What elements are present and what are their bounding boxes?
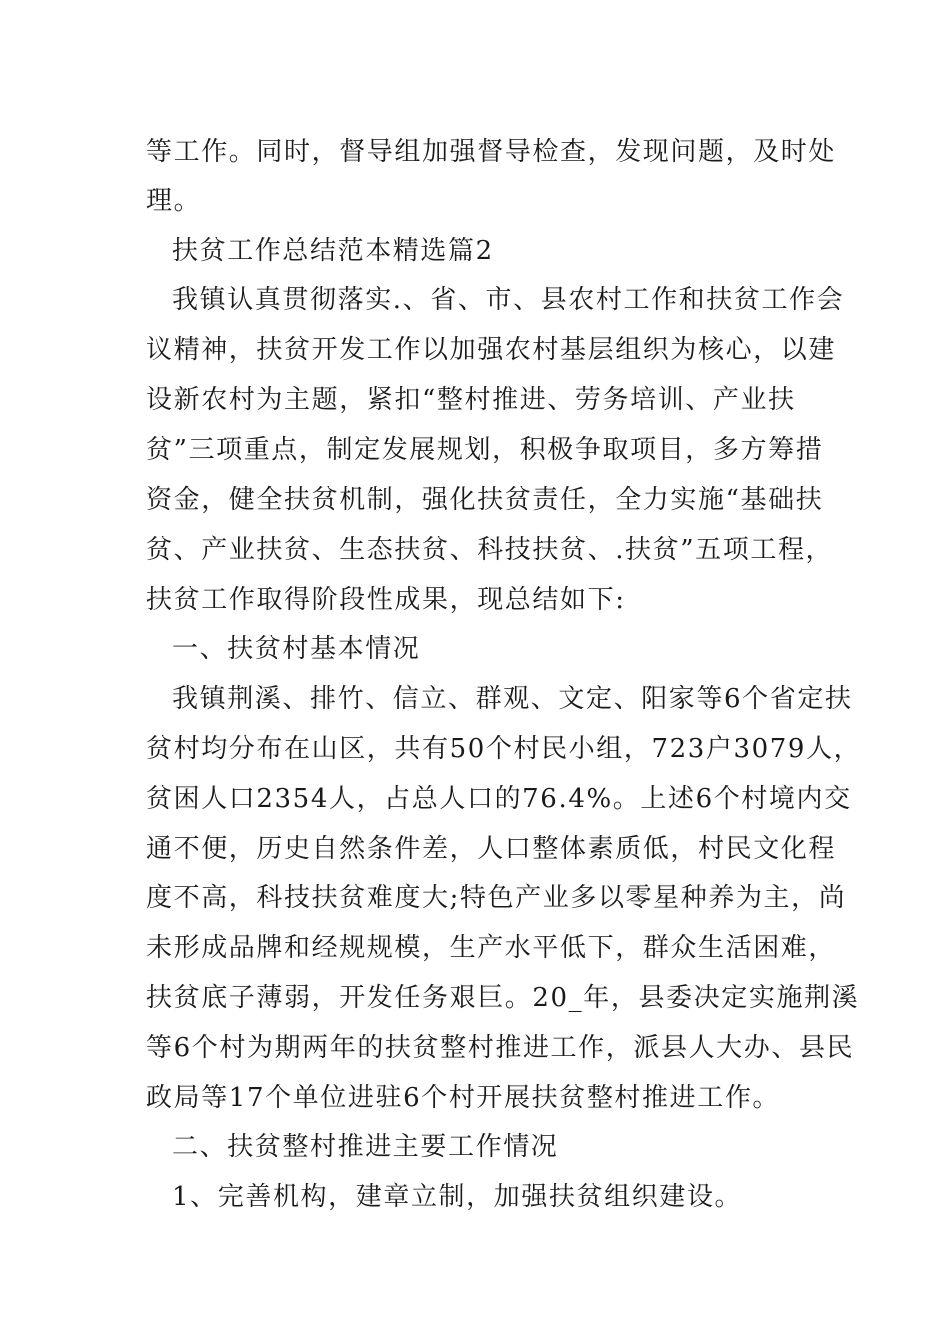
paragraph-line: 设新农村为主题，紧扣“整村推进、劳务培训、产业扶 [146,385,796,415]
paragraph-line: 贫村均分布在山区，共有50个村民小组，723户3079人， [146,734,862,764]
section-heading: 二、扶贫整村推进主要工作情况 [172,1132,559,1162]
paragraph-line: 议精神，扶贫开发工作以加强农村基层组织为核心，以建 [146,335,837,365]
subsection-heading: 1、完善机构，建章立制，加强扶贫组织建设。 [172,1182,743,1212]
paragraph-line: 我镇荆溪、排竹、信立、群观、文定、阳家等6个省定扶 [172,684,853,714]
section-title: 扶贫工作总结范本精选篇2 [172,236,494,266]
paragraph-line: 扶贫工作取得阶段性成果，现总结如下: [146,585,626,615]
paragraph-line: 贫、产业扶贫、生态扶贫、科技扶贫、.扶贫”五项工程， [146,535,834,565]
section-heading: 一、扶贫村基本情况 [172,634,421,664]
paragraph-line: 政局等17个单位进驻6个村开展扶贫整村推进工作。 [146,1083,781,1113]
paragraph-line: 未形成品牌和经规规模，生产水平低下，群众生活困难， [146,933,837,963]
paragraph-line: 资金，健全扶贫机制，强化扶贫责任，全力实施“基础扶 [146,485,824,515]
paragraph-line: 通不便，历史自然条件差，人口整体素质低，村民文化程 [146,834,837,864]
paragraph-line: 我镇认真贯彻落实.、省、市、县农村工作和扶贫工作会 [172,285,845,315]
paragraph-line: 等6个村为期两年的扶贫整村推进工作，派县人大办、县民 [146,1033,855,1063]
paragraph-line: 贫”三项重点，制定发展规划，积极争取项目，多方筹措 [146,435,824,465]
paragraph-line: 贫困人口2354人，占总人口的76.4%。上述6个村境内交 [146,784,852,814]
paragraph-line: 理。 [146,186,202,216]
paragraph-line: 度不高，科技扶贫难度大;特色产业多以零星种养为主，尚 [146,883,847,913]
paragraph-line: 扶贫底子薄弱，开发任务艰巨。20_年，县委决定实施荆溪 [146,983,860,1013]
paragraph-line: 等工作。同时，督导组加强督导检查，发现问题，及时处 [146,137,837,167]
